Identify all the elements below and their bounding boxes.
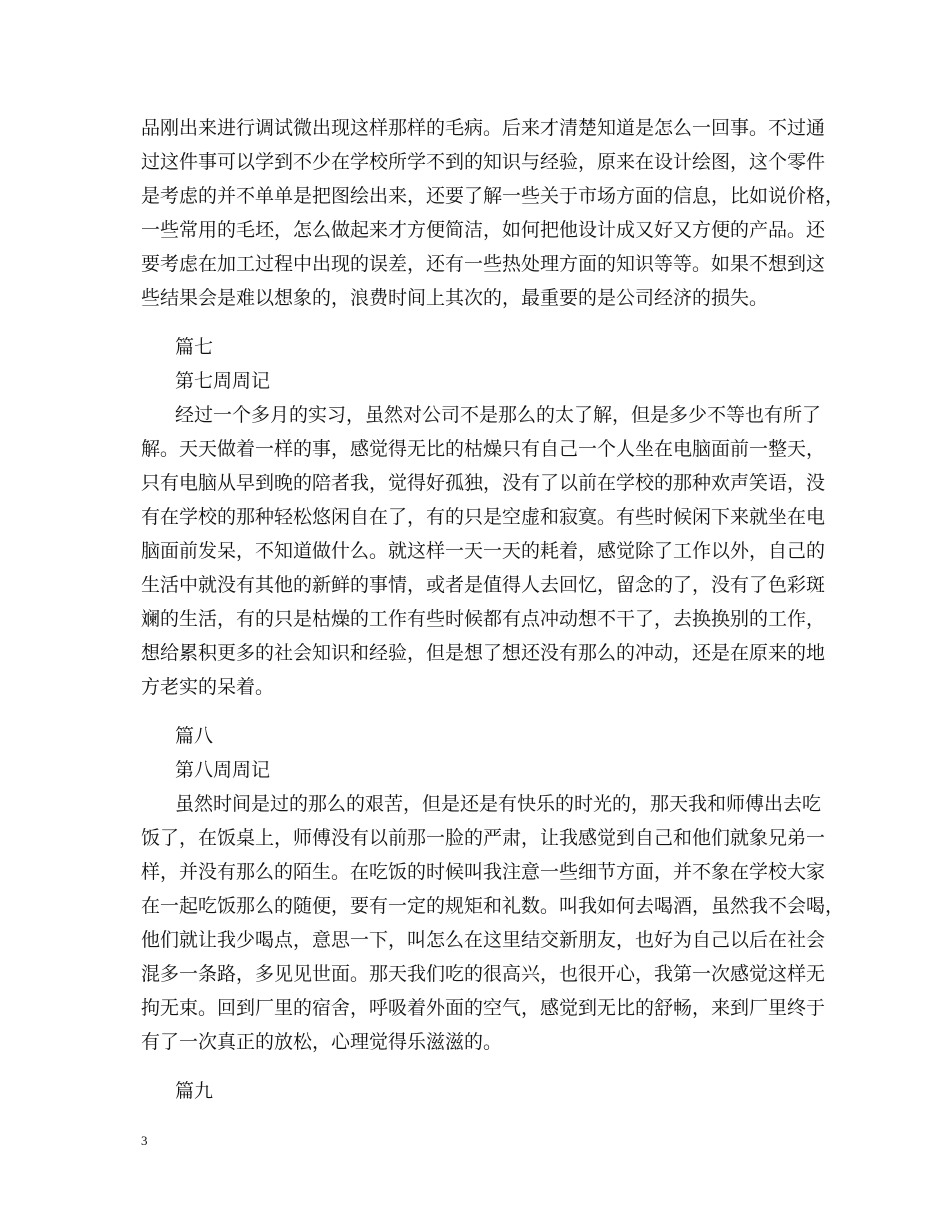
text-line: 有了一次真正的放松，心理觉得乐滋滋的。 <box>141 1031 503 1053</box>
text-line: 他们就让我少喝点，意思一下，叫怎么在这里结交新朋友，也好为自己以后在社会 <box>141 929 826 951</box>
section-subheading: 第八周周记 <box>175 759 271 781</box>
text-line: 只有电脑从早到晚的陪者我，觉得好孤独，没有了以前在学校的那种欢声笑语，没 <box>141 472 826 494</box>
page-number: 3 <box>141 1133 148 1148</box>
section-heading: 篇九 <box>175 1080 214 1102</box>
text-line: 方老实的呆着。 <box>141 676 275 698</box>
text-line: 些结果会是难以想象的，浪费时间上其次的，最重要的是公司经济的损失。 <box>141 287 769 309</box>
text-line: 要考虑在加工过程中出现的误差，还有一些热处理方面的知识等等。如果不想到这 <box>141 253 826 275</box>
text-line: 样，并没有那么的陌生。在吃饭的时候叫我注意一些细节方面，并不象在学校大家 <box>141 861 826 883</box>
text-line: 是考虑的并不单单是把图绘出来，还要了解一些关于市场方面的信息，比如说价格， <box>141 185 845 207</box>
section-heading: 篇七 <box>175 336 214 358</box>
text-line: 拘无束。回到厂里的宿舍，呼吸着外面的空气，感觉到无比的舒畅，来到厂里终于 <box>141 997 826 1019</box>
text-line: 经过一个多月的实习，虽然对公司不是那么的太了解，但是多少不等也有所了 <box>175 404 822 426</box>
section-subheading: 第七周周记 <box>175 370 271 392</box>
text-line: 过这件事可以学到不少在学校所学不到的知识与经验，原来在设计绘图，这个零件 <box>141 151 826 173</box>
text-line: 生活中就没有其他的新鲜的事情，或者是值得人去回忆，留念的了，没有了色彩斑 <box>141 574 826 596</box>
text-line: 想给累积更多的社会知识和经验，但是想了想还没有那么的冲动，还是在原来的地 <box>141 642 826 664</box>
text-line: 混多一条路，多见见世面。那天我们吃的很高兴，也很开心，我第一次感觉这样无 <box>141 963 826 985</box>
text-line: 斓的生活，有的只是枯燥的工作有些时候都有点冲动想不干了，去换换别的工作， <box>141 608 826 630</box>
text-line: 品刚出来进行调试微出现这样那样的毛病。后来才清楚知道是怎么一回事。不过通 <box>141 117 826 139</box>
text-line: 脑面前发呆，不知道做什么。就这样一天一天的耗着，感觉除了工作以外，自己的 <box>141 540 826 562</box>
text-line: 虽然时间是过的那么的艰苦，但是还是有快乐的时光的，那天我和师傅出去吃 <box>175 793 822 815</box>
text-line: 一些常用的毛坯，怎么做起来才方便简洁，如何把他设计成又好又方便的产品。还 <box>141 219 826 241</box>
section-heading: 篇八 <box>175 725 214 747</box>
text-line: 解。天天做着一样的事，感觉得无比的枯燥只有自己一个人坐在电脑面前一整天， <box>141 438 826 460</box>
text-line: 有在学校的那种轻松悠闲自在了，有的只是空虚和寂寞。有些时候闲下来就坐在电 <box>141 506 826 528</box>
text-line: 在一起吃饭那么的随便，要有一定的规矩和礼数。叫我如何去喝酒，虽然我不会喝， <box>141 895 845 917</box>
text-line: 饭了，在饭桌上，师傅没有以前那一脸的严肃，让我感觉到自己和他们就象兄弟一 <box>141 827 826 849</box>
